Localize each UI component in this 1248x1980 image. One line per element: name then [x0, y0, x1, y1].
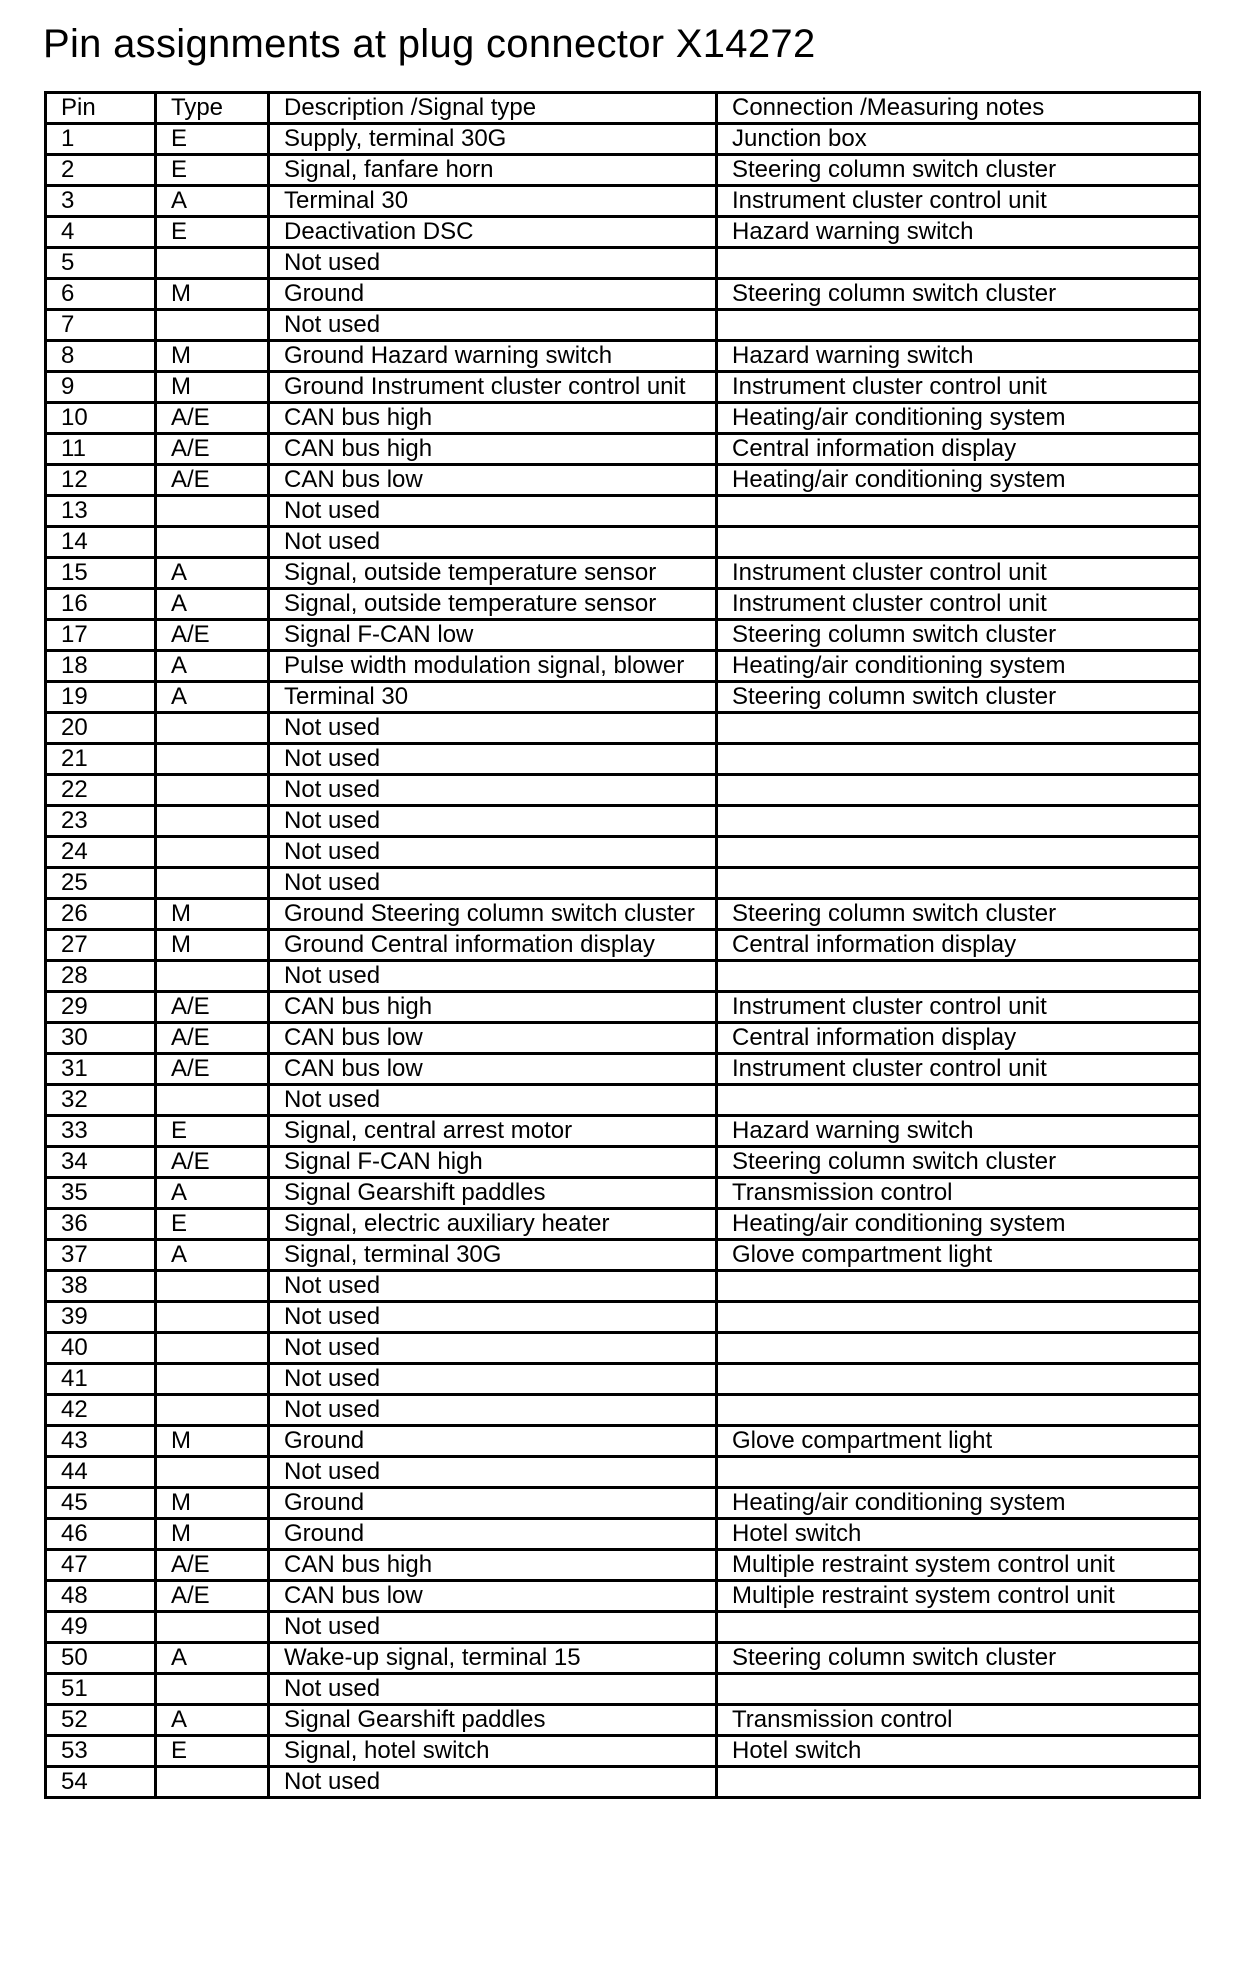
- table-row: [46, 992, 1200, 1023]
- cell-connection: Instrument cluster control unit: [717, 992, 1200, 1023]
- cell-description: Signal, central arrest motor: [269, 1116, 717, 1147]
- cell-type: [156, 1085, 269, 1116]
- table-row: [46, 589, 1200, 620]
- table-row: [46, 372, 1200, 403]
- cell-connection: [717, 1612, 1200, 1643]
- table-row: [46, 1023, 1200, 1054]
- cell-connection: [717, 248, 1200, 279]
- table-row: [46, 248, 1200, 279]
- cell-connection: [717, 713, 1200, 744]
- cell-description: Signal, outside temperature sensor: [269, 558, 717, 589]
- table-row: [46, 961, 1200, 992]
- cell-connection: Junction box: [717, 124, 1200, 155]
- cell-description: Not used: [269, 1271, 717, 1302]
- cell-pin: 46: [46, 1519, 156, 1550]
- table-row: [46, 775, 1200, 806]
- cell-description: Signal, outside temperature sensor: [269, 589, 717, 620]
- cell-type: A/E: [156, 1023, 269, 1054]
- cell-description: Not used: [269, 1395, 717, 1426]
- cell-description: Not used: [269, 837, 717, 868]
- cell-connection: Steering column switch cluster: [717, 620, 1200, 651]
- cell-description: Not used: [269, 1302, 717, 1333]
- cell-type: [156, 1271, 269, 1302]
- cell-description: Ground: [269, 279, 717, 310]
- table-row: [46, 403, 1200, 434]
- cell-pin: 27: [46, 930, 156, 961]
- cell-connection: [717, 1271, 1200, 1302]
- cell-description: Not used: [269, 1457, 717, 1488]
- table-row: [46, 1736, 1200, 1767]
- cell-pin: 29: [46, 992, 156, 1023]
- cell-connection: [717, 1457, 1200, 1488]
- cell-type: A: [156, 682, 269, 713]
- cell-description: CAN bus low: [269, 1581, 717, 1612]
- header-connection: Connection /Measuring notes: [717, 93, 1200, 124]
- table-row: [46, 1333, 1200, 1364]
- cell-pin: 52: [46, 1705, 156, 1736]
- cell-description: Not used: [269, 775, 717, 806]
- cell-type: [156, 1302, 269, 1333]
- cell-description: Signal Gearshift paddles: [269, 1178, 717, 1209]
- table-row: [46, 713, 1200, 744]
- table-row: [46, 186, 1200, 217]
- cell-pin: 28: [46, 961, 156, 992]
- cell-type: [156, 961, 269, 992]
- table-row: [46, 1271, 1200, 1302]
- cell-type: [156, 527, 269, 558]
- cell-connection: Steering column switch cluster: [717, 899, 1200, 930]
- cell-pin: 34: [46, 1147, 156, 1178]
- table-body: [46, 124, 1200, 1798]
- cell-type: [156, 1364, 269, 1395]
- cell-type: [156, 775, 269, 806]
- cell-type: M: [156, 341, 269, 372]
- cell-pin: 54: [46, 1767, 156, 1798]
- cell-description: Not used: [269, 744, 717, 775]
- table-row: [46, 496, 1200, 527]
- cell-connection: [717, 1302, 1200, 1333]
- cell-description: Ground: [269, 1488, 717, 1519]
- cell-type: M: [156, 279, 269, 310]
- table-row: [46, 1426, 1200, 1457]
- cell-description: CAN bus low: [269, 1054, 717, 1085]
- cell-pin: 40: [46, 1333, 156, 1364]
- cell-pin: 17: [46, 620, 156, 651]
- cell-type: A/E: [156, 992, 269, 1023]
- table-row: [46, 341, 1200, 372]
- cell-description: Terminal 30: [269, 682, 717, 713]
- cell-type: M: [156, 1488, 269, 1519]
- table-row: [46, 620, 1200, 651]
- cell-connection: [717, 868, 1200, 899]
- cell-connection: [717, 496, 1200, 527]
- table-row: [46, 744, 1200, 775]
- table-row: [46, 1116, 1200, 1147]
- cell-type: [156, 1457, 269, 1488]
- cell-type: E: [156, 1736, 269, 1767]
- cell-pin: 31: [46, 1054, 156, 1085]
- cell-description: Not used: [269, 868, 717, 899]
- cell-description: CAN bus high: [269, 434, 717, 465]
- cell-type: A: [156, 558, 269, 589]
- table-row: [46, 930, 1200, 961]
- table-row: [46, 217, 1200, 248]
- cell-description: Signal, electric auxiliary heater: [269, 1209, 717, 1240]
- cell-type: A: [156, 1705, 269, 1736]
- cell-connection: Heating/air conditioning system: [717, 1209, 1200, 1240]
- cell-pin: 38: [46, 1271, 156, 1302]
- cell-connection: Heating/air conditioning system: [717, 651, 1200, 682]
- table-row: [46, 310, 1200, 341]
- table-row: [46, 651, 1200, 682]
- cell-description: Signal, hotel switch: [269, 1736, 717, 1767]
- cell-pin: 6: [46, 279, 156, 310]
- table-row: [46, 465, 1200, 496]
- cell-connection: Central information display: [717, 930, 1200, 961]
- cell-pin: 26: [46, 899, 156, 930]
- cell-type: A: [156, 589, 269, 620]
- table-row: [46, 1643, 1200, 1674]
- table-row: [46, 1612, 1200, 1643]
- table-row: [46, 434, 1200, 465]
- cell-type: A: [156, 1240, 269, 1271]
- cell-pin: 36: [46, 1209, 156, 1240]
- cell-pin: 33: [46, 1116, 156, 1147]
- cell-connection: Hotel switch: [717, 1519, 1200, 1550]
- cell-type: E: [156, 217, 269, 248]
- table-row: [46, 1240, 1200, 1271]
- cell-pin: 11: [46, 434, 156, 465]
- cell-connection: Glove compartment light: [717, 1240, 1200, 1271]
- cell-pin: 47: [46, 1550, 156, 1581]
- cell-pin: 32: [46, 1085, 156, 1116]
- header-description: Description /Signal type: [269, 93, 717, 124]
- table-row: [46, 1550, 1200, 1581]
- cell-type: A/E: [156, 1054, 269, 1085]
- cell-description: Not used: [269, 1364, 717, 1395]
- cell-connection: Instrument cluster control unit: [717, 186, 1200, 217]
- cell-connection: Hazard warning switch: [717, 341, 1200, 372]
- cell-pin: 53: [46, 1736, 156, 1767]
- cell-pin: 7: [46, 310, 156, 341]
- cell-pin: 9: [46, 372, 156, 403]
- cell-type: [156, 837, 269, 868]
- cell-pin: 4: [46, 217, 156, 248]
- table-row: [46, 1147, 1200, 1178]
- cell-connection: [717, 837, 1200, 868]
- cell-description: Not used: [269, 1085, 717, 1116]
- cell-pin: 8: [46, 341, 156, 372]
- cell-pin: 2: [46, 155, 156, 186]
- cell-type: [156, 806, 269, 837]
- cell-pin: 1: [46, 124, 156, 155]
- cell-description: Not used: [269, 713, 717, 744]
- cell-description: Deactivation DSC: [269, 217, 717, 248]
- cell-description: CAN bus low: [269, 465, 717, 496]
- cell-type: [156, 1395, 269, 1426]
- table-row: [46, 1581, 1200, 1612]
- cell-pin: 16: [46, 589, 156, 620]
- cell-pin: 14: [46, 527, 156, 558]
- cell-description: Signal Gearshift paddles: [269, 1705, 717, 1736]
- cell-description: Not used: [269, 496, 717, 527]
- cell-connection: Steering column switch cluster: [717, 155, 1200, 186]
- cell-description: Pulse width modulation signal, blower: [269, 651, 717, 682]
- table-row: [46, 527, 1200, 558]
- cell-description: Signal F-CAN high: [269, 1147, 717, 1178]
- cell-type: [156, 1612, 269, 1643]
- cell-connection: [717, 1674, 1200, 1705]
- cell-type: E: [156, 124, 269, 155]
- table-row: [46, 155, 1200, 186]
- table-row: [46, 1488, 1200, 1519]
- cell-pin: 5: [46, 248, 156, 279]
- cell-type: A/E: [156, 1147, 269, 1178]
- table-row: [46, 1674, 1200, 1705]
- cell-pin: 22: [46, 775, 156, 806]
- cell-connection: [717, 1085, 1200, 1116]
- table-row: [46, 899, 1200, 930]
- cell-connection: Instrument cluster control unit: [717, 1054, 1200, 1085]
- cell-connection: Instrument cluster control unit: [717, 372, 1200, 403]
- cell-description: Not used: [269, 527, 717, 558]
- cell-connection: [717, 775, 1200, 806]
- cell-connection: Heating/air conditioning system: [717, 465, 1200, 496]
- cell-type: [156, 1767, 269, 1798]
- cell-connection: [717, 961, 1200, 992]
- table-row: [46, 1302, 1200, 1333]
- table-row: [46, 806, 1200, 837]
- cell-pin: 49: [46, 1612, 156, 1643]
- cell-type: A: [156, 651, 269, 682]
- cell-connection: Steering column switch cluster: [717, 1147, 1200, 1178]
- cell-connection: Instrument cluster control unit: [717, 558, 1200, 589]
- cell-description: Ground Steering column switch cluster: [269, 899, 717, 930]
- cell-type: [156, 744, 269, 775]
- header-type: Type: [156, 93, 269, 124]
- cell-connection: Transmission control: [717, 1178, 1200, 1209]
- cell-description: Supply, terminal 30G: [269, 124, 717, 155]
- cell-type: [156, 868, 269, 899]
- cell-description: Not used: [269, 1612, 717, 1643]
- cell-pin: 24: [46, 837, 156, 868]
- table-row: [46, 1519, 1200, 1550]
- cell-pin: 20: [46, 713, 156, 744]
- cell-description: Terminal 30: [269, 186, 717, 217]
- cell-connection: Steering column switch cluster: [717, 682, 1200, 713]
- cell-type: [156, 496, 269, 527]
- cell-connection: Instrument cluster control unit: [717, 589, 1200, 620]
- cell-description: CAN bus low: [269, 1023, 717, 1054]
- cell-type: A/E: [156, 465, 269, 496]
- cell-connection: [717, 806, 1200, 837]
- cell-type: M: [156, 930, 269, 961]
- cell-pin: 25: [46, 868, 156, 899]
- cell-type: M: [156, 1519, 269, 1550]
- cell-type: [156, 310, 269, 341]
- cell-pin: 18: [46, 651, 156, 682]
- table-row: [46, 1457, 1200, 1488]
- cell-type: E: [156, 155, 269, 186]
- cell-connection: Heating/air conditioning system: [717, 403, 1200, 434]
- cell-type: E: [156, 1116, 269, 1147]
- cell-type: A/E: [156, 620, 269, 651]
- cell-pin: 42: [46, 1395, 156, 1426]
- cell-pin: 37: [46, 1240, 156, 1271]
- cell-connection: Steering column switch cluster: [717, 279, 1200, 310]
- cell-pin: 21: [46, 744, 156, 775]
- cell-description: Not used: [269, 310, 717, 341]
- cell-type: M: [156, 899, 269, 930]
- cell-pin: 43: [46, 1426, 156, 1457]
- table-header-row: [46, 93, 1200, 124]
- cell-type: E: [156, 1209, 269, 1240]
- cell-connection: [717, 1395, 1200, 1426]
- cell-connection: [717, 527, 1200, 558]
- cell-pin: 19: [46, 682, 156, 713]
- cell-pin: 3: [46, 186, 156, 217]
- cell-description: Signal F-CAN low: [269, 620, 717, 651]
- cell-connection: [717, 1364, 1200, 1395]
- cell-connection: [717, 310, 1200, 341]
- cell-connection: Multiple restraint system control unit: [717, 1550, 1200, 1581]
- cell-pin: 13: [46, 496, 156, 527]
- cell-pin: 41: [46, 1364, 156, 1395]
- cell-type: A: [156, 1178, 269, 1209]
- table-row: [46, 1209, 1200, 1240]
- cell-connection: [717, 744, 1200, 775]
- cell-type: A/E: [156, 434, 269, 465]
- cell-connection: Hazard warning switch: [717, 217, 1200, 248]
- cell-pin: 45: [46, 1488, 156, 1519]
- cell-pin: 12: [46, 465, 156, 496]
- cell-pin: 30: [46, 1023, 156, 1054]
- table-row: [46, 1767, 1200, 1798]
- cell-type: [156, 713, 269, 744]
- table-row: [46, 868, 1200, 899]
- table-row: [46, 682, 1200, 713]
- table-row: [46, 1085, 1200, 1116]
- cell-type: A: [156, 1643, 269, 1674]
- cell-description: CAN bus high: [269, 403, 717, 434]
- page-title: Pin assignments at plug connector X14272: [43, 22, 816, 66]
- cell-type: M: [156, 1426, 269, 1457]
- cell-description: Not used: [269, 1767, 717, 1798]
- cell-type: [156, 1674, 269, 1705]
- table-row: [46, 279, 1200, 310]
- cell-description: Not used: [269, 1674, 717, 1705]
- cell-pin: 50: [46, 1643, 156, 1674]
- cell-pin: 39: [46, 1302, 156, 1333]
- cell-connection: Central information display: [717, 1023, 1200, 1054]
- cell-description: Signal, fanfare horn: [269, 155, 717, 186]
- cell-pin: 10: [46, 403, 156, 434]
- cell-description: Ground: [269, 1426, 717, 1457]
- cell-description: Not used: [269, 1333, 717, 1364]
- cell-pin: 15: [46, 558, 156, 589]
- table-row: [46, 558, 1200, 589]
- cell-connection: Steering column switch cluster: [717, 1643, 1200, 1674]
- cell-connection: Central information display: [717, 434, 1200, 465]
- cell-type: A/E: [156, 1581, 269, 1612]
- table-row: [46, 1054, 1200, 1085]
- cell-description: Not used: [269, 248, 717, 279]
- cell-type: [156, 1333, 269, 1364]
- cell-description: Signal, terminal 30G: [269, 1240, 717, 1271]
- cell-type: A/E: [156, 1550, 269, 1581]
- cell-description: Ground Central information display: [269, 930, 717, 961]
- table-row: [46, 1705, 1200, 1736]
- cell-connection: Transmission control: [717, 1705, 1200, 1736]
- cell-type: M: [156, 372, 269, 403]
- header-pin: Pin: [46, 93, 156, 124]
- cell-connection: [717, 1767, 1200, 1798]
- cell-description: Not used: [269, 806, 717, 837]
- cell-pin: 35: [46, 1178, 156, 1209]
- table-row: [46, 1395, 1200, 1426]
- cell-connection: Multiple restraint system control unit: [717, 1581, 1200, 1612]
- cell-pin: 23: [46, 806, 156, 837]
- table-row: [46, 1364, 1200, 1395]
- cell-description: Ground Instrument cluster control unit: [269, 372, 717, 403]
- cell-connection: Hotel switch: [717, 1736, 1200, 1767]
- table-row: [46, 1178, 1200, 1209]
- cell-description: Not used: [269, 961, 717, 992]
- cell-type: A: [156, 186, 269, 217]
- cell-description: CAN bus high: [269, 992, 717, 1023]
- cell-connection: Glove compartment light: [717, 1426, 1200, 1457]
- pin-assignment-table: [44, 91, 1201, 1799]
- cell-connection: [717, 1333, 1200, 1364]
- cell-type: [156, 248, 269, 279]
- cell-connection: Hazard warning switch: [717, 1116, 1200, 1147]
- table-row: [46, 837, 1200, 868]
- cell-description: Wake-up signal, terminal 15: [269, 1643, 717, 1674]
- cell-description: Ground: [269, 1519, 717, 1550]
- cell-pin: 51: [46, 1674, 156, 1705]
- cell-connection: Heating/air conditioning system: [717, 1488, 1200, 1519]
- cell-pin: 44: [46, 1457, 156, 1488]
- cell-pin: 48: [46, 1581, 156, 1612]
- table-row: [46, 124, 1200, 155]
- cell-type: A/E: [156, 403, 269, 434]
- cell-description: CAN bus high: [269, 1550, 717, 1581]
- cell-description: Ground Hazard warning switch: [269, 341, 717, 372]
